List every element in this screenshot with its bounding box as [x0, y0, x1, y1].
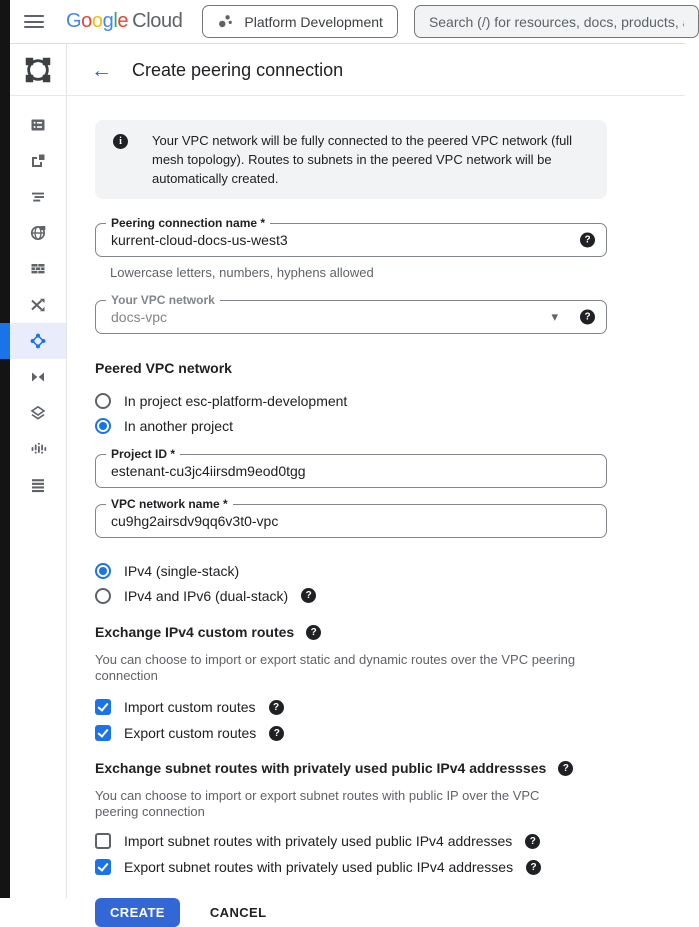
globe-icon [29, 224, 47, 242]
peering-name-field[interactable] [95, 216, 607, 257]
logo-letter: o [81, 10, 92, 32]
checkbox-import-subnet-routes[interactable] [95, 828, 607, 854]
peering-name-label: Peering connection name * [106, 216, 270, 230]
your-vpc-value: docs-vpc [111, 309, 168, 325]
logo-letter: l [113, 10, 118, 32]
page-title: Create peering connection [132, 59, 344, 80]
checkbox-checked[interactable] [95, 725, 111, 741]
radio-label: IPv4 and IPv6 (dual-stack) [124, 587, 289, 604]
serverless-vpc-icon [29, 404, 47, 422]
info-icon: i [113, 134, 128, 149]
logo-letter: g [102, 10, 114, 32]
network-topology-icon [29, 476, 47, 494]
help-icon[interactable]: ? [580, 233, 595, 248]
help-icon[interactable]: ? [526, 860, 541, 875]
vpc-networks-icon [29, 116, 47, 134]
sidebar-item-ip-addresses[interactable] [10, 215, 66, 251]
sidebar-item-vpc-network-peering[interactable] [10, 323, 66, 359]
create-button[interactable]: CREATE [95, 898, 180, 927]
info-banner-text: Your VPC network will be fully connected to the peered VPC network (full mesh topology). Routes to subnets in the peered VPC network will be automatically created. [152, 133, 573, 186]
sidebar-item-shared-vpc[interactable] [10, 359, 66, 395]
peering-name-helper: Lowercase letters, numbers, hyphens allowed [110, 265, 374, 280]
checkbox-label: Export subnet routes with privately used public IPv4 addresses [124, 859, 514, 875]
sidebar [10, 44, 67, 898]
sidebar-item-serverless-vpc-access[interactable] [10, 395, 66, 431]
sidebar-item-routes[interactable] [10, 287, 66, 323]
main-content [67, 96, 685, 920]
checkbox-export-subnet-routes[interactable] [95, 854, 607, 880]
subnet-routes-heading [95, 760, 607, 776]
radio-unselected[interactable] [95, 588, 111, 604]
external-ip-icon [29, 152, 47, 170]
radio-unselected[interactable] [95, 393, 111, 409]
search-input[interactable] [429, 14, 684, 30]
radio-selected[interactable] [95, 418, 111, 434]
vpc-network-name-label: VPC network name * [106, 497, 233, 511]
routes-icon [29, 296, 47, 314]
checkbox-unchecked[interactable] [95, 833, 111, 849]
google-cloud-logo[interactable] [66, 10, 182, 33]
vpc-network-name-field[interactable] [95, 497, 607, 538]
checkbox-import-custom-routes[interactable] [95, 694, 607, 720]
checkbox-label: Export custom routes [124, 725, 257, 741]
title-divider [10, 95, 685, 96]
page-title-bar [67, 45, 685, 95]
radio-label: IPv4 (single-stack) [124, 562, 240, 579]
sidebar-item-external-ip-addresses[interactable] [10, 143, 66, 179]
project-icon [217, 13, 234, 30]
custom-routes-heading [95, 624, 607, 640]
byoip-icon [29, 188, 47, 206]
sidebar-item-packet-mirroring[interactable] [10, 431, 66, 467]
custom-routes-description: You can choose to import or export static and dynamic routes over the VPC peering connection [95, 652, 576, 683]
subnet-routes-description: You can choose to import or export subnet routes with public IP over the VPC peering connection [95, 788, 540, 819]
checkbox-checked[interactable] [95, 859, 111, 875]
info-banner [95, 120, 607, 199]
shared-vpc-icon [29, 368, 47, 386]
help-icon[interactable]: ? [301, 588, 316, 603]
checkbox-label: Import custom routes [124, 699, 256, 715]
subnet-routes-heading-text: Exchange subnet routes with privately used public IPv4 addressses [95, 760, 547, 776]
logo-cloud-text: Cloud [132, 10, 183, 32]
firewall-icon [29, 260, 47, 278]
sidebar-item-vpc-networks[interactable] [10, 107, 66, 143]
radio-ipv4-single[interactable] [95, 558, 607, 583]
checkbox-checked[interactable] [95, 699, 111, 715]
chevron-down-icon: ▾ [551, 309, 558, 324]
checkbox-label: Import subnet routes with privately used public IPv4 addresses [124, 833, 513, 849]
menu-icon[interactable] [24, 15, 44, 28]
help-icon[interactable]: ? [269, 726, 284, 741]
radio-another-project[interactable] [95, 413, 607, 438]
project-selector[interactable] [202, 5, 398, 38]
search-bar[interactable] [414, 5, 699, 38]
sidebar-item-network-topology[interactable] [10, 467, 66, 503]
help-icon[interactable]: ? [580, 310, 595, 325]
help-icon[interactable]: ? [525, 834, 540, 849]
vpc-product-icon [10, 44, 66, 95]
radio-label: In another project [124, 417, 233, 434]
sidebar-item-bring-your-own-ip[interactable] [10, 179, 66, 215]
help-icon[interactable]: ? [269, 700, 284, 715]
radio-selected[interactable] [95, 563, 111, 579]
help-icon[interactable]: ? [558, 761, 573, 776]
logo-letter: e [117, 10, 129, 32]
logo-letter: o [91, 10, 103, 32]
radio-label: In project esc-platform-development [124, 392, 348, 409]
logo-letter: G [66, 10, 82, 32]
project-selector-label: Platform Development [244, 13, 383, 30]
sidebar-item-firewall[interactable] [10, 251, 66, 287]
app-header [10, 0, 685, 44]
vpc-peering-icon [29, 332, 47, 350]
your-vpc-label: Your VPC network [106, 293, 220, 307]
your-vpc-select[interactable] [95, 293, 607, 334]
packet-mirroring-icon [29, 440, 47, 458]
project-id-label: Project ID * [106, 447, 180, 461]
peered-vpc-heading: Peered VPC network [95, 360, 232, 376]
back-arrow-icon[interactable]: ← [91, 58, 112, 82]
custom-routes-heading-text: Exchange IPv4 custom routes [95, 624, 295, 640]
project-id-field[interactable] [95, 447, 607, 488]
radio-ipv4-ipv6-dual[interactable] [95, 583, 607, 608]
left-edge-strip [0, 0, 10, 898]
checkbox-export-custom-routes[interactable] [95, 720, 607, 746]
cancel-button[interactable]: CANCEL [209, 905, 267, 920]
help-icon[interactable]: ? [306, 625, 321, 640]
radio-in-project[interactable] [95, 388, 607, 413]
